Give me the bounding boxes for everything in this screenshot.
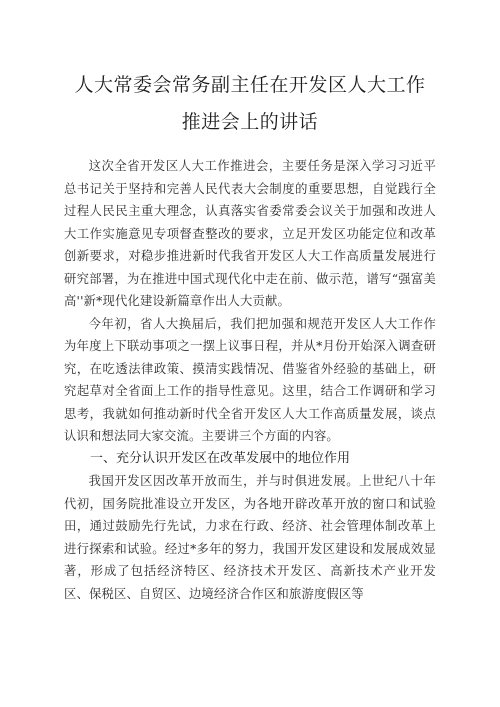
section-paragraph: 我国开发区因改革开放而生，并与时俱进发展。上世纪八十年代初，国务院批准设立开发区，为各地开辟改革开放的窗口和试验田，通过鼓励先行先试，力求在行政、经济、社会管理体制改革上进行探索和试验。经过*多年的努力，我国开发区建设和发展成效显著，形成了包括经济特区、经济技术开发区、高新技术产业开发区、保税区、自贸区、边境经济合作区和旅游度假区等 (64, 474, 436, 601)
document-title-line2: 推进会上的讲话 (181, 111, 319, 133)
document-title-line1: 人大常委会常务副主任在开发区人大工作 (74, 74, 426, 96)
document-body (64, 155, 436, 605)
paragraph-intro: 这次全省开发区人大工作推进会，主要任务是深入学习习近平总书记关于坚持和完善人民代表大会制度的重要思想，自觉践行全过程人民民主重大理念，认真落实省委常委会议关于加强和改进人大工作实施意见专项督查整改的要求，立足开发区功能定位和改革创新要求，对稳步推进新时代我省开发区人大工作高质量发展进行研究部署，为在推进中国式现代化中走在前、做示范，谱写“强富美高''新*现代化建设新篇章作出人大贡献。 (64, 159, 436, 308)
paragraph-background: 今年初，省人大换届后，我们把加强和规范开发区人大工作作为年度上下联动事项之一摆上议事日程，并从*月份开始深入调查研究，在吃透法律政策、摸清实践情况、借鉴省外经验的基础上，研究起草对全省面上工作的指导性意见。这里，结合工作调研和学习思考，我就如何推动新时代全省开发区人大工作高质量发展，谈点认识和想法同大家交流。主要讲三个方面的内容。 (64, 316, 436, 443)
section-heading: 一、充分认识开发区在改革发展中的地位作用 (90, 450, 351, 466)
